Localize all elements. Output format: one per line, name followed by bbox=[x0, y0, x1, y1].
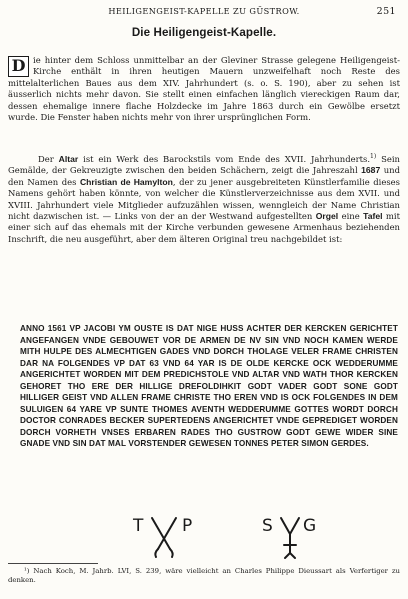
house-mark-right-letter-2: G bbox=[303, 516, 317, 536]
text-run: und den Namen des bbox=[8, 165, 400, 187]
running-title: HEILIGENGEIST-KAPELLE ZU GÜSTROW. bbox=[108, 6, 300, 16]
house-mark-right-icon bbox=[262, 516, 316, 558]
term-tafel: Tafel bbox=[363, 211, 383, 222]
text-run: eine bbox=[338, 211, 364, 222]
paragraph-intro-text: ie hinter dem Schloss unmittelbar an der Gleviner Strasse gelegene Heiligengeist-Kirche enthält in ihren heutigen Mauern unzweifelhaft noch Reste des mittelalterlichen Baues aus dem XIV. Jahrhundert (s. o. S. 190), aber zu sehen ist äusserlich nichts mehr davon. Sie stellt einen einfachen länglich viereckigen Raum dar, dessen ehemalige innere flache Holzdecke im Jahre 1863 durch ein Gewölbe ersetzt wurde. Die Fenster haben nichts mehr von ihrer ursprünglichen Form. bbox=[8, 55, 400, 123]
term-artist-name: Christian de Hamylton bbox=[79, 176, 173, 187]
text-run: mit einer sich auf das ehemals mit der Kirche verbunden gewesene Armenhaus beziehenden Inschrift, die neu ausgeführt, aber dem älteren Original treu nachgebildet ist: bbox=[8, 211, 400, 244]
text-run: Der bbox=[38, 154, 59, 164]
section-title: Die Heiligengeist-Kapelle. bbox=[131, 26, 277, 39]
term-altar: Altar bbox=[58, 154, 79, 164]
house-marks bbox=[0, 508, 408, 560]
text-run: ist ein Werk des Barockstils vom Ende des XVII. Jahrhunderts. bbox=[78, 154, 371, 164]
house-mark-left-letter-2: P bbox=[182, 516, 193, 536]
text-run: Sein Gemälde, der Gekreuzigte zwischen den beiden Schächern, zeigt die Jahreszahl bbox=[8, 154, 400, 176]
footnote-marker: 1) bbox=[370, 153, 377, 161]
footnote: ¹) Nach Koch, M. Jahrb. LVI, S. 239, wäre vielleicht an Charles Philippe Dieussart als Verfertiger zu denken. bbox=[8, 567, 400, 585]
drop-cap: D bbox=[8, 56, 29, 77]
page-number: 251 bbox=[376, 6, 396, 17]
term-year: 1687 bbox=[361, 165, 381, 176]
text-run: , der zu jener ausgebreiteten Künstlerfamilie dieses Namens gehört haben könnte, von welcher die Künstlerverzeichnisse aus dem XVII. und XVIII. Jahrhundert viele Mitglieder aufzuzählen wissen, wenngleich der Name Christian nicht dazwischen ist. — Links von der an der Westwand aufgestellten bbox=[8, 176, 400, 222]
paragraph-intro bbox=[8, 55, 400, 123]
house-mark-left-letter-1: T bbox=[133, 516, 144, 536]
paragraph-altar bbox=[8, 154, 400, 245]
inscription-text: ANNO 1561 VP JACOBI YM OUSTE IS DAT NIGE HUSS ACHTER DER KERCKEN GERICHTET ANGEFANGEN VNDE GEBOUWET VOR DE ARMEN DE NV SIN VND NOCH KAMEN WERDE MITH HULPE DES ALMECHTIGEN GADES VND DORCH THOLAGE VELER FRAME CHRISTEN DAR NA FOLGENDES VP DAT 63 VND 64 YAR IS DE OLDE KERCKE OCK WEDDERUMME ANGERICHTET WORDEN MIT DEM PREDICHSTOLE VND ALTAR VND WATH THOR KERCKEN GEHORET THO ERE DER HILLIGE DREFOLDIHKIT GODT VADER GODT SONE GODT HILLIGER GEIST VND ALLEN FRAME CHRISTE THO EREN VND IS OCK FOLGENDES IN DEM SULUIGEN 64 YARE VP SUNTE THOMES AVENTH WEDDERUMME GOTTES WORDT DORCH DOCTOR CONRADES BECKER SUPERTEDENS ANGERICHTET VNDE GEPREDIGET WORDEN DORCH VORHETH VNSES ERBAREN RADES THO GUSTROW GODT GEWE WIDER SINE GNADE VND SIN DAT MAL VORSTENDER GEWESEN TONNES PETER SIMON GERDES. bbox=[20, 324, 398, 448]
house-mark-left-icon bbox=[132, 516, 192, 557]
term-orgel: Orgel bbox=[315, 211, 339, 222]
running-header bbox=[8, 6, 400, 20]
house-mark-right-letter-1: S bbox=[262, 516, 273, 536]
footnote-divider bbox=[8, 563, 98, 564]
